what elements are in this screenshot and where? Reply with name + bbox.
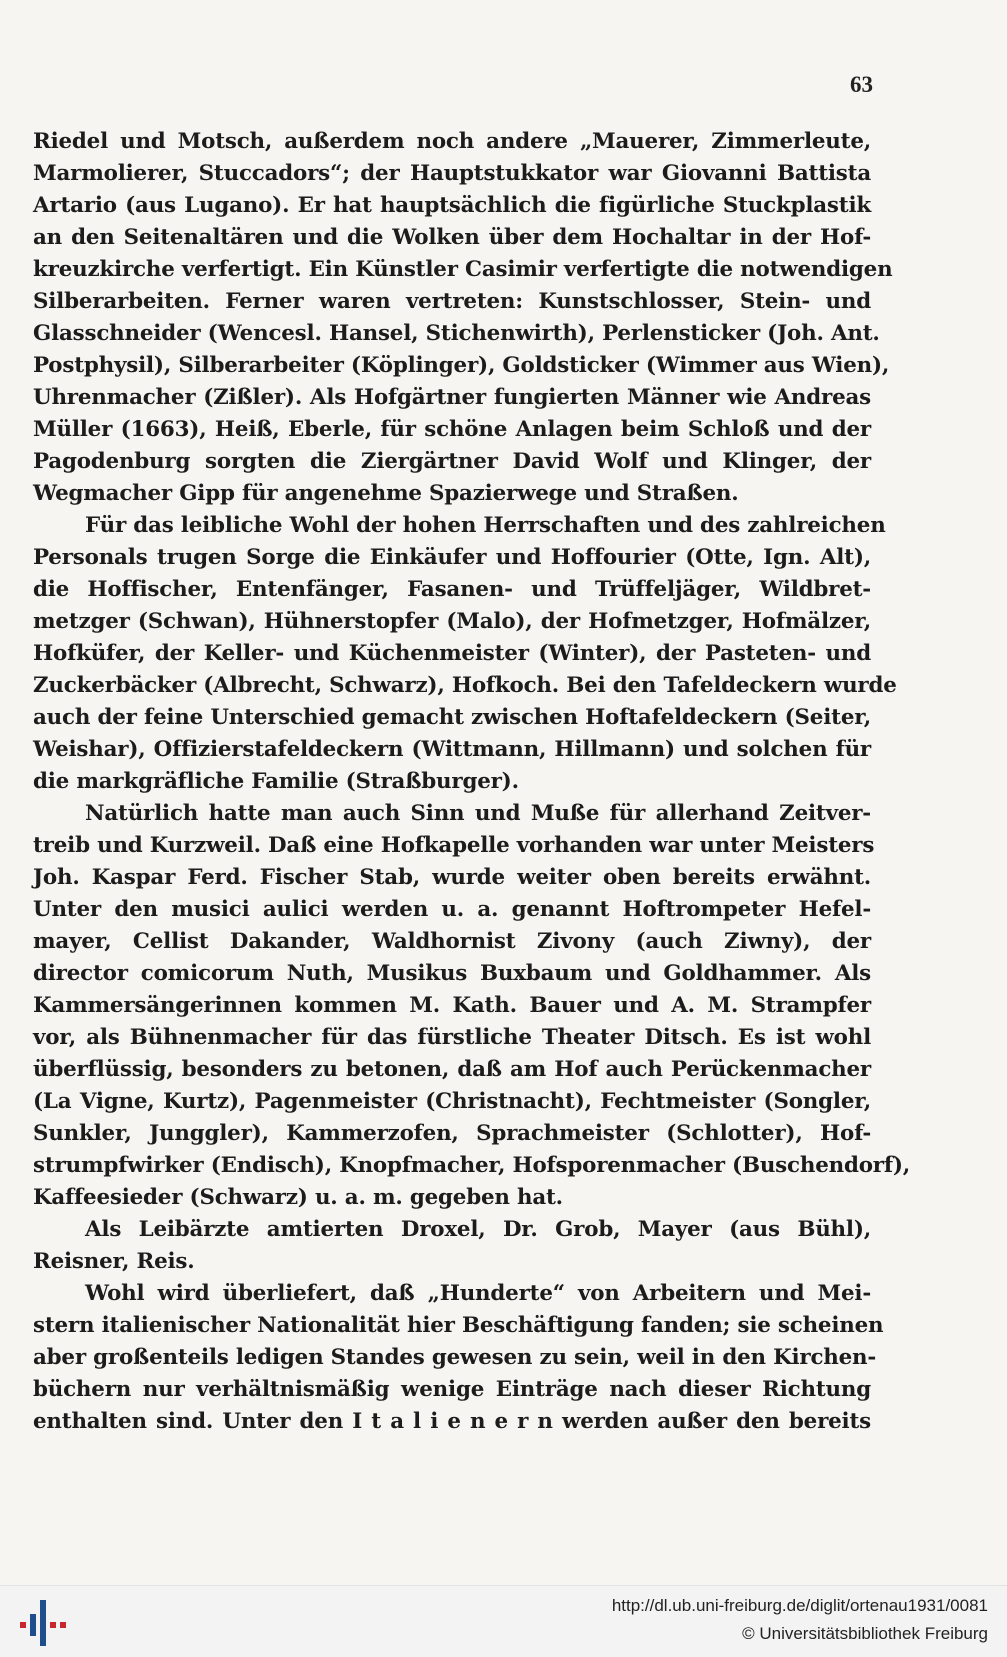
text-line: kreuzkirche verfertigt. Ein Künstler Casimir verfertigte die notwendigen [33, 257, 893, 282]
text-line: Als Leibärzte amtierten Droxel, Dr. Grob, Mayer (aus Bühl), [85, 1217, 871, 1242]
text-line: Riedel und Motsch, außerdem noch andere „Mauerer, Zimmerleute, [33, 129, 871, 154]
text-line: Marmolierer, Stuccadors“; der Hauptstukkator war Giovanni Battista [33, 161, 871, 186]
text-line: Uhrenmacher (Zißler). Als Hofgärtner fungierten Männer wie Andreas [33, 385, 871, 410]
text-line: vor, als Bühnenmacher für das fürstliche Theater Ditsch. Es ist wohl [33, 1025, 871, 1050]
source-url-link[interactable]: http://dl.ub.uni-freiburg.de/diglit/ortenau1931/0081 [611, 1596, 988, 1615]
viewer-footer [0, 1585, 1007, 1657]
text-line: metzger (Schwan), Hühnerstopfer (Malo), der Hofmetzger, Hofmälzer, [33, 609, 871, 634]
text-line: Kammersängerinnen kommen M. Kath. Bauer und A. M. Strampfer [33, 993, 871, 1018]
text-line: Hofküfer, der Keller- und Küchenmeister (Winter), der Pasteten- und [33, 641, 871, 666]
text-line: Personals trugen Sorge die Einkäufer und Hoffourier (Otte, Ign. Alt), [33, 545, 871, 570]
text-line: Pagodenburg sorgten die Ziergärtner David Wolf und Klinger, der [33, 449, 871, 474]
text-line: die markgräfliche Familie (Straßburger). [33, 769, 519, 794]
text-line: Joh. Kaspar Ferd. Fischer Stab, wurde weiter oben bereits erwähnt. [33, 865, 871, 890]
page-number: 63 [850, 72, 873, 97]
body-text [33, 126, 911, 1438]
text-line: überflüssig, besonders zu betonen, daß am Hof auch Perückenmacher [33, 1057, 871, 1082]
text-line: Silberarbeiten. Ferner waren vertreten: Kunstschlosser, Stein- und [33, 289, 871, 314]
text-line: stern italienischer Nationalität hier Beschäftigung fanden; sie scheinen [33, 1313, 884, 1338]
text-line: Zuckerbäcker (Albrecht, Schwarz), Hofkoch. Bei den Tafeldeckern wurde [33, 673, 897, 698]
text-line: Artario (aus Lugano). Er hat hauptsächlich die figürliche Stuckplastik [33, 193, 871, 218]
text-line: aber großenteils ledigen Standes gewesen zu sein, weil in den Kirchen- [33, 1345, 877, 1370]
text-line: auch der feine Unterschied gemacht zwischen Hoftafeldeckern (Seiter, [33, 705, 871, 730]
text-line: (La Vigne, Kurtz), Pagenmeister (Christnacht), Fechtmeister (Songler, [33, 1089, 871, 1114]
ub-freiburg-logo-icon [18, 1600, 68, 1646]
text-line: Wegmacher Gipp für angenehme Spazierwege und Straßen. [33, 481, 739, 506]
text-line: die Hoffischer, Entenfänger, Fasanen- und Trüffeljäger, Wildbret- [33, 577, 871, 602]
text-line: Natürlich hatte man auch Sinn und Muße für allerhand Zeitver- [85, 801, 871, 826]
text-line: strumpfwirker (Endisch), Knopfmacher, Hofsporenmacher (Buschendorf), [33, 1153, 911, 1178]
text-line: an den Seitenaltären und die Wolken über dem Hochaltar in der Hof- [33, 225, 871, 250]
text-line: Kaffeesieder (Schwarz) u. a. m. gegeben hat. [33, 1185, 563, 1210]
text-line: Glasschneider (Wencesl. Hansel, Stichenwirth), Perlensticker (Joh. Ant. [33, 321, 880, 346]
text-line: büchern nur verhältnismäßig wenige Einträge nach dieser Richtung [33, 1377, 871, 1402]
text-line: Postphysil), Silberarbeiter (Köplinger), Goldsticker (Wimmer aus Wien), [33, 353, 890, 378]
text-line: Weishar), Offizierstafeldeckern (Wittmann, Hillmann) und solchen für [33, 737, 871, 762]
copyright-notice: © Universitätsbibliothek Freiburg [742, 1624, 988, 1643]
text-line: enthalten sind. Unter den I t a l i e n e r n werden außer den bereits [33, 1409, 871, 1434]
text-line: Für das leibliche Wohl der hohen Herrschaften und des zahlreichen [85, 513, 886, 538]
text-line: treib und Kurzweil. Daß eine Hofkapelle vorhanden war unter Meisters [33, 833, 875, 858]
text-line: Wohl wird überliefert, daß „Hunderte“ von Arbeitern und Mei- [85, 1281, 871, 1306]
text-line: Müller (1663), Heiß, Eberle, für schöne Anlagen beim Schloß und der [33, 417, 871, 442]
text-line: Unter den musici aulici werden u. a. genannt Hoftrompeter Hefel- [33, 897, 871, 922]
text-line: mayer, Cellist Dakander, Waldhornist Zivony (auch Ziwny), der [33, 929, 871, 954]
text-line: Reisner, Reis. [33, 1249, 195, 1274]
text-line: director comicorum Nuth, Musikus Buxbaum und Goldhammer. Als [33, 961, 871, 986]
text-line: Sunkler, Junggler), Kammerzofen, Sprachmeister (Schlotter), Hof- [33, 1121, 871, 1146]
